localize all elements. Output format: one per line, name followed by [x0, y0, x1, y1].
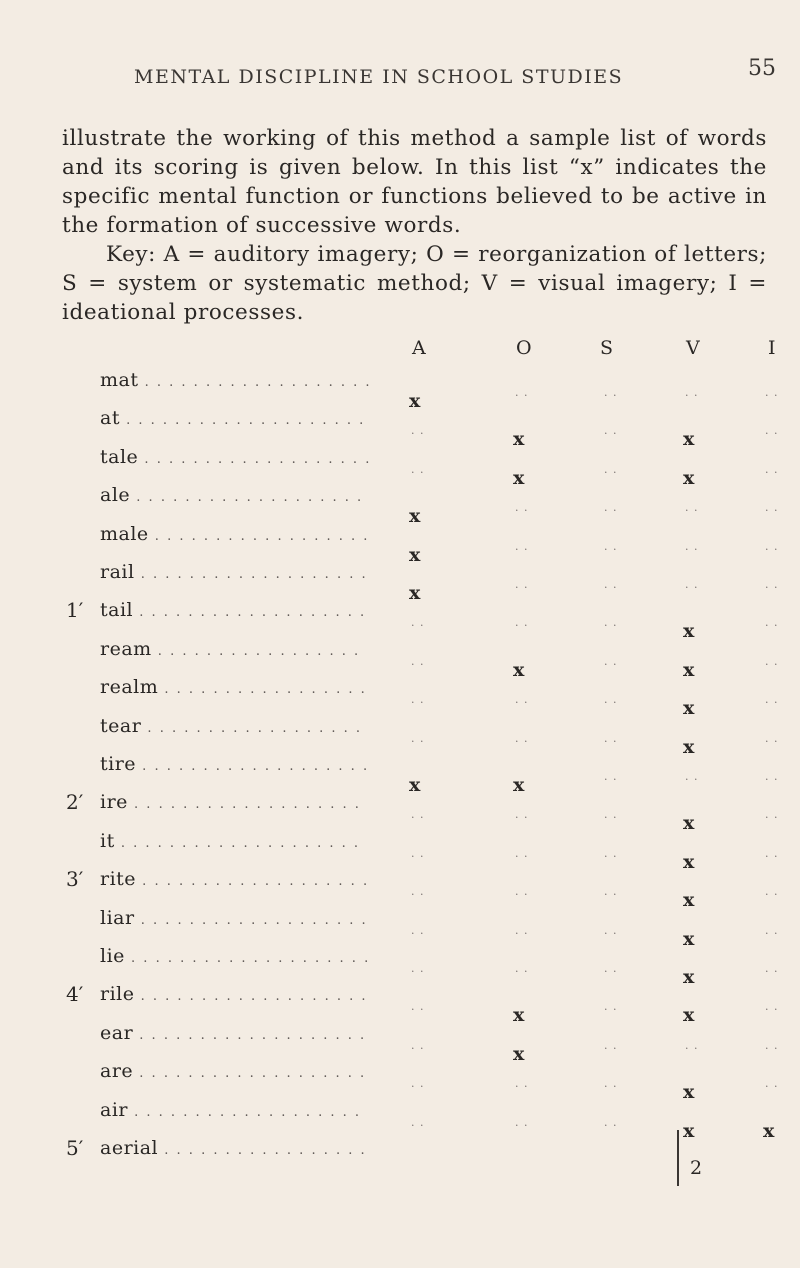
- score-mark: x: [513, 466, 525, 489]
- table-row: [0, 481, 800, 528]
- score-mark: x: [683, 889, 695, 912]
- word-leader: [100, 1057, 372, 1085]
- empty-cell-dots: . .: [411, 808, 425, 822]
- empty-cell-dots: . .: [604, 578, 618, 591]
- table-row: [0, 904, 800, 950]
- empty-cell-dots: . .: [765, 923, 779, 937]
- score-mark: x: [409, 543, 421, 566]
- empty-cell-dots: . .: [765, 962, 779, 975]
- empty-cell-dots: . .: [765, 462, 779, 476]
- row-word: ream . . .: [100, 638, 372, 663]
- score-mark: x: [683, 1081, 695, 1104]
- empty-cell-dots: . .: [604, 462, 618, 476]
- row-word: rail . . .: [100, 561, 372, 586]
- empty-cell-dots: . .: [685, 1038, 699, 1052]
- empty-cell-dots: . .: [604, 1000, 618, 1014]
- score-mark: x: [683, 812, 695, 835]
- empty-cell-dots: . .: [411, 846, 425, 860]
- score-mark: x: [513, 428, 525, 451]
- empty-cell-dots: . .: [515, 808, 529, 822]
- row-word: realm . . .: [100, 676, 372, 701]
- empty-cell-dots: . .: [515, 578, 529, 591]
- column-header-o: O: [516, 337, 532, 359]
- empty-cell-dots: . .: [604, 846, 618, 860]
- row-word: lie . . .: [100, 945, 372, 970]
- empty-cell-dots: . .: [411, 923, 425, 937]
- empty-cell-dots: . .: [765, 539, 779, 553]
- empty-cell-dots: . .: [765, 731, 779, 745]
- empty-cell-dots: . .: [515, 731, 529, 745]
- row-word: aerial . . .: [100, 1137, 372, 1162]
- air-bracket: [677, 1130, 689, 1186]
- empty-cell-dots: . .: [604, 539, 618, 553]
- row-number: 3′: [66, 867, 84, 892]
- score-mark: x: [683, 927, 695, 950]
- empty-cell-dots: . .: [765, 808, 779, 822]
- column-header-v: V: [686, 337, 700, 359]
- word-leader: [100, 481, 372, 509]
- empty-cell-dots: . .: [604, 1038, 618, 1052]
- table-row: [0, 942, 800, 988]
- page-number: 55: [748, 56, 776, 81]
- empty-cell-dots: . .: [515, 616, 529, 630]
- row-word: ire . . .: [100, 791, 372, 816]
- score-mark: x: [513, 658, 525, 681]
- empty-cell-dots: . .: [765, 616, 779, 630]
- row-word: are . . .: [100, 1060, 372, 1085]
- empty-cell-dots: . .: [515, 501, 529, 515]
- table-row: [0, 750, 800, 796]
- empty-cell-dots: . .: [604, 923, 618, 937]
- empty-cell-dots: . .: [685, 539, 699, 553]
- empty-cell-dots: . .: [411, 1000, 425, 1014]
- row-word: at . . .: [100, 407, 372, 432]
- row-word: male . . .: [100, 523, 372, 548]
- table-row: [0, 865, 800, 912]
- word-leader: [100, 827, 372, 855]
- empty-cell-dots: . .: [515, 1077, 529, 1091]
- empty-cell-dots: . .: [515, 386, 529, 399]
- table-row: [0, 443, 800, 489]
- empty-cell-dots: . .: [604, 424, 618, 438]
- empty-cell-dots: . .: [604, 693, 618, 707]
- empty-cell-dots: . .: [515, 923, 529, 937]
- empty-cell-dots: . .: [411, 424, 425, 438]
- empty-cell-dots: . .: [411, 654, 425, 668]
- word-leader: [100, 904, 372, 932]
- word-leader: [100, 443, 372, 471]
- empty-cell-dots: . .: [765, 885, 779, 899]
- empty-cell-dots: . .: [604, 616, 618, 630]
- intro-paragraph: illustrate the working of this method a sample list of words and its scoring is given below. In this list “x” indicates the specific mental function or functions believed to be active in the formation of successive words.: [62, 126, 767, 238]
- empty-cell-dots: . .: [515, 1115, 529, 1129]
- row-word: it . . .: [100, 830, 372, 855]
- word-leader: [100, 980, 372, 1008]
- row-word: tail . . .: [100, 599, 372, 624]
- empty-cell-dots: . .: [765, 1038, 779, 1052]
- empty-cell-dots: . .: [604, 501, 618, 515]
- word-leader: [100, 712, 372, 740]
- empty-cell-dots: . .: [515, 846, 529, 860]
- score-mark: x: [683, 966, 695, 988]
- score-mark: x: [513, 774, 525, 796]
- row-number: 5′: [66, 1136, 84, 1160]
- empty-cell-dots: . .: [604, 386, 618, 399]
- row-number: 1′: [66, 598, 84, 623]
- empty-cell-dots: . .: [515, 885, 529, 899]
- empty-cell-dots: . .: [411, 885, 425, 899]
- table-row: [0, 1096, 800, 1142]
- row-word: tale . . .: [100, 446, 372, 471]
- word-leader: [100, 865, 372, 893]
- word-leader: [100, 1134, 372, 1162]
- score-mark: x: [513, 1004, 525, 1027]
- empty-cell-dots: . .: [411, 693, 425, 707]
- table-row: [0, 558, 800, 604]
- column-header-i: I: [768, 337, 776, 359]
- score-mark: x: [683, 658, 695, 681]
- table-row: [0, 827, 800, 873]
- row-word: tear . . .: [100, 715, 372, 740]
- table-row: [0, 1057, 800, 1104]
- score-mark: x: [683, 428, 695, 451]
- table-row: [0, 788, 800, 835]
- score-mark: x: [683, 620, 695, 643]
- word-leader: [100, 1096, 372, 1124]
- column-header-s: S: [600, 337, 614, 359]
- air-bracket-number: 2: [690, 1157, 703, 1179]
- row-number: 2′: [66, 790, 84, 815]
- empty-cell-dots: . .: [604, 654, 618, 668]
- score-mark: x: [683, 466, 695, 489]
- row-word: rite . . .: [100, 868, 372, 893]
- score-mark: x: [683, 697, 695, 720]
- key-paragraph: Key: A = auditory imagery; O = reorganization of letters; S = system or systematic method; V = visual imagery; I = ideational processes.: [62, 242, 767, 325]
- row-word: air . . .: [100, 1099, 372, 1124]
- empty-cell-dots: . .: [765, 1077, 779, 1091]
- score-mark: x: [763, 1119, 775, 1142]
- score-mark: x: [409, 390, 421, 412]
- row-number: 4′: [66, 982, 84, 1007]
- empty-cell-dots: . .: [604, 808, 618, 822]
- empty-cell-dots: . .: [604, 1115, 618, 1129]
- empty-cell-dots: . .: [765, 424, 779, 438]
- empty-cell-dots: . .: [765, 693, 779, 707]
- empty-cell-dots: . .: [765, 654, 779, 668]
- word-leader: [100, 520, 372, 548]
- word-leader: [100, 366, 372, 394]
- empty-cell-dots: . .: [685, 501, 699, 515]
- score-mark: x: [683, 735, 695, 758]
- row-word: rile . . .: [100, 983, 372, 1008]
- table-row: [0, 404, 800, 451]
- empty-cell-dots: . .: [765, 770, 779, 783]
- word-leader: [100, 673, 372, 701]
- empty-cell-dots: . .: [765, 578, 779, 591]
- table-row: [0, 980, 800, 1027]
- empty-cell-dots: . .: [604, 1077, 618, 1091]
- word-leader: [100, 558, 372, 586]
- table-row: [0, 366, 800, 412]
- empty-cell-dots: . .: [411, 1115, 425, 1129]
- word-leader: [100, 1019, 372, 1047]
- word-leader: [100, 596, 372, 624]
- empty-cell-dots: . .: [515, 962, 529, 975]
- table-row: [0, 712, 800, 758]
- row-word: liar . . .: [100, 907, 372, 932]
- score-mark: x: [683, 850, 695, 873]
- empty-cell-dots: . .: [515, 693, 529, 707]
- running-head: MENTAL DISCIPLINE IN SCHOOL STUDIES: [134, 66, 624, 88]
- empty-cell-dots: . .: [604, 962, 618, 975]
- empty-cell-dots: . .: [765, 501, 779, 515]
- table-row: [0, 1019, 800, 1065]
- score-mark: x: [683, 1119, 695, 1142]
- column-header-a: A: [412, 337, 426, 359]
- row-word: ear . . .: [100, 1022, 372, 1047]
- empty-cell-dots: . .: [685, 386, 699, 399]
- row-word: tire . . .: [100, 753, 372, 778]
- score-mark: x: [409, 505, 421, 528]
- table-row: [0, 596, 800, 643]
- empty-cell-dots: . .: [411, 1077, 425, 1091]
- row-word: mat . . .: [100, 369, 372, 394]
- table-row: [0, 520, 800, 566]
- empty-cell-dots: . .: [411, 462, 425, 476]
- empty-cell-dots: . .: [604, 770, 618, 783]
- score-mark: x: [513, 1042, 525, 1065]
- empty-cell-dots: . .: [765, 846, 779, 860]
- row-word: ale . . .: [100, 484, 372, 509]
- table-row: [0, 635, 800, 681]
- empty-cell-dots: . .: [685, 770, 699, 783]
- word-leader: [100, 750, 372, 778]
- word-leader: [100, 404, 372, 432]
- empty-cell-dots: . .: [411, 962, 425, 975]
- score-mark: x: [683, 1004, 695, 1027]
- empty-cell-dots: . .: [765, 1000, 779, 1014]
- empty-cell-dots: . .: [765, 386, 779, 399]
- table-row: [0, 673, 800, 720]
- empty-cell-dots: . .: [685, 578, 699, 591]
- score-mark: x: [409, 582, 421, 604]
- score-mark: x: [409, 774, 421, 796]
- empty-cell-dots: . .: [515, 539, 529, 553]
- word-leader: [100, 942, 372, 970]
- word-leader: [100, 788, 372, 816]
- page-header: [0, 48, 800, 88]
- empty-cell-dots: . .: [604, 885, 618, 899]
- empty-cell-dots: . .: [604, 731, 618, 745]
- word-leader: [100, 635, 372, 663]
- empty-cell-dots: . .: [411, 616, 425, 630]
- empty-cell-dots: . .: [411, 1038, 425, 1052]
- empty-cell-dots: . .: [411, 731, 425, 745]
